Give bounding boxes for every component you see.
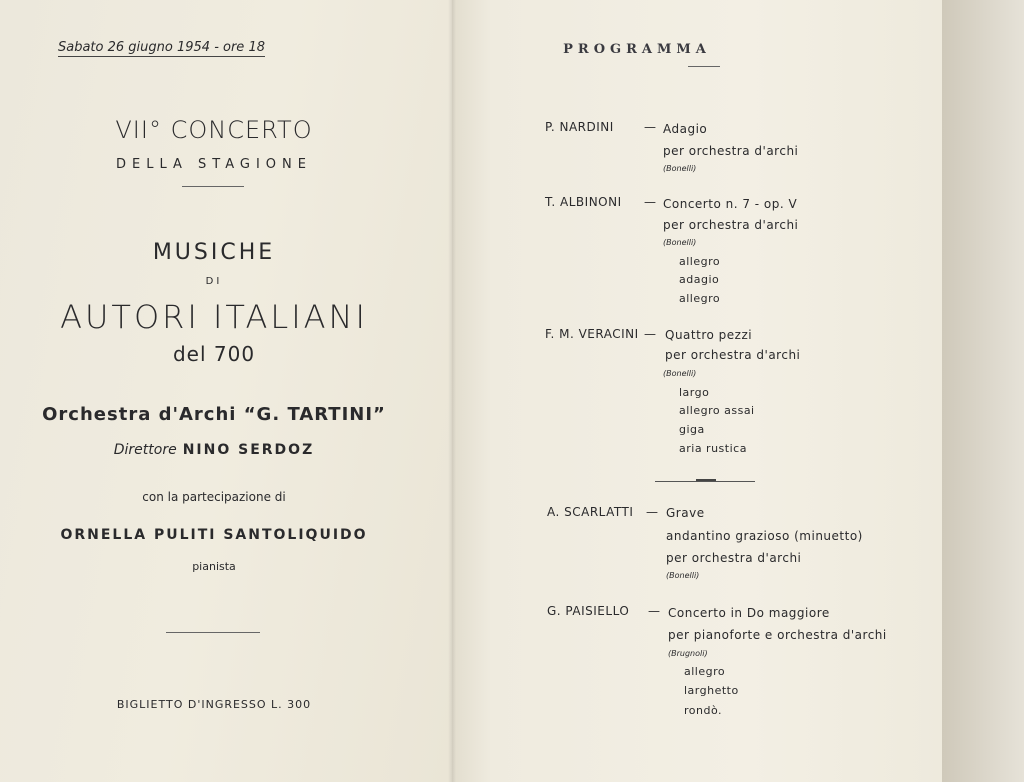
movement: adagio [679, 273, 720, 286]
piece-detail: andantino grazioso (minuetto) [666, 529, 863, 543]
orchestra-name: Orchestra d'Archi “G. TARTINI” [42, 404, 386, 425]
musiche-heading: MUSICHE [152, 240, 276, 265]
movement: giga [679, 423, 705, 436]
table-background [942, 0, 1024, 782]
arranger: (Bonelli) [663, 238, 697, 247]
movement: larghetto [684, 684, 739, 697]
concert-number: VII° CONCERTO [115, 116, 313, 144]
dash: — [644, 327, 656, 341]
director-name: NINO SERDOZ [182, 442, 315, 458]
dash: — [646, 505, 658, 519]
ticket-price: BIGLIETTO D'INGRESSO L. 300 [116, 698, 312, 711]
season-subtitle: DELLA STAGIONE [116, 157, 312, 172]
composer: G. PAISIELLO [547, 604, 630, 618]
piece-title: Concerto n. 7 - op. V [663, 197, 798, 211]
main-title: AUTORI ITALIANI [60, 298, 368, 336]
soloist-name: ORNELLA PULITI SANTOLIQUIDO [60, 527, 368, 543]
composer: T. ALBINONI [545, 195, 622, 209]
piece-title: Concerto in Do maggiore [668, 606, 830, 620]
arranger: (Bonelli) [666, 571, 700, 580]
piece-detail: per orchestra d'archi [663, 218, 799, 232]
divider-bottom [166, 632, 260, 633]
movement: allegro [679, 292, 721, 305]
dash: — [644, 120, 656, 134]
dash: — [648, 604, 660, 618]
arranger: (Brugnoli) [668, 649, 708, 658]
century-subtitle: del 700 [172, 342, 256, 366]
di-heading: DI [205, 276, 223, 287]
piece-detail: per pianoforte e orchestra d'archi [668, 628, 887, 642]
soloist-instrument: pianista [192, 560, 236, 573]
piece-title: Grave [666, 506, 705, 520]
piece-detail: per orchestra d'archi [663, 144, 799, 158]
program-title-rule [688, 66, 720, 67]
director-label: Direttore [113, 442, 177, 458]
divider-top [182, 186, 244, 187]
movement: allegro [684, 665, 726, 678]
composer: F. M. VERACINI [545, 327, 639, 341]
movement: largo [679, 386, 710, 399]
piece-detail: per orchestra d'archi [666, 551, 802, 565]
movement: rondò. [684, 704, 722, 717]
dash: — [644, 195, 656, 209]
movement: allegro [679, 255, 721, 268]
section-divider [655, 481, 755, 482]
concert-date: Sabato 26 giugno 1954 - ore 18 [58, 40, 265, 55]
movement: aria rustica [679, 442, 747, 455]
director-line [0, 442, 428, 458]
piece-title: Quattro pezzi [665, 328, 753, 342]
page-fold [448, 0, 456, 782]
movement: allegro assai [679, 404, 755, 417]
piece-detail: per orchestra d'archi [665, 348, 801, 362]
participation-text: con la partecipazione di [142, 490, 286, 504]
composer: P. NARDINI [545, 120, 614, 134]
piece-title: Adagio [663, 122, 708, 136]
arranger: (Bonelli) [663, 164, 697, 173]
composer: A. SCARLATTI [547, 505, 634, 519]
section-divider-mark [696, 479, 716, 481]
arranger: (Bonelli) [663, 369, 697, 378]
program-title: PROGRAMMA [563, 42, 711, 57]
